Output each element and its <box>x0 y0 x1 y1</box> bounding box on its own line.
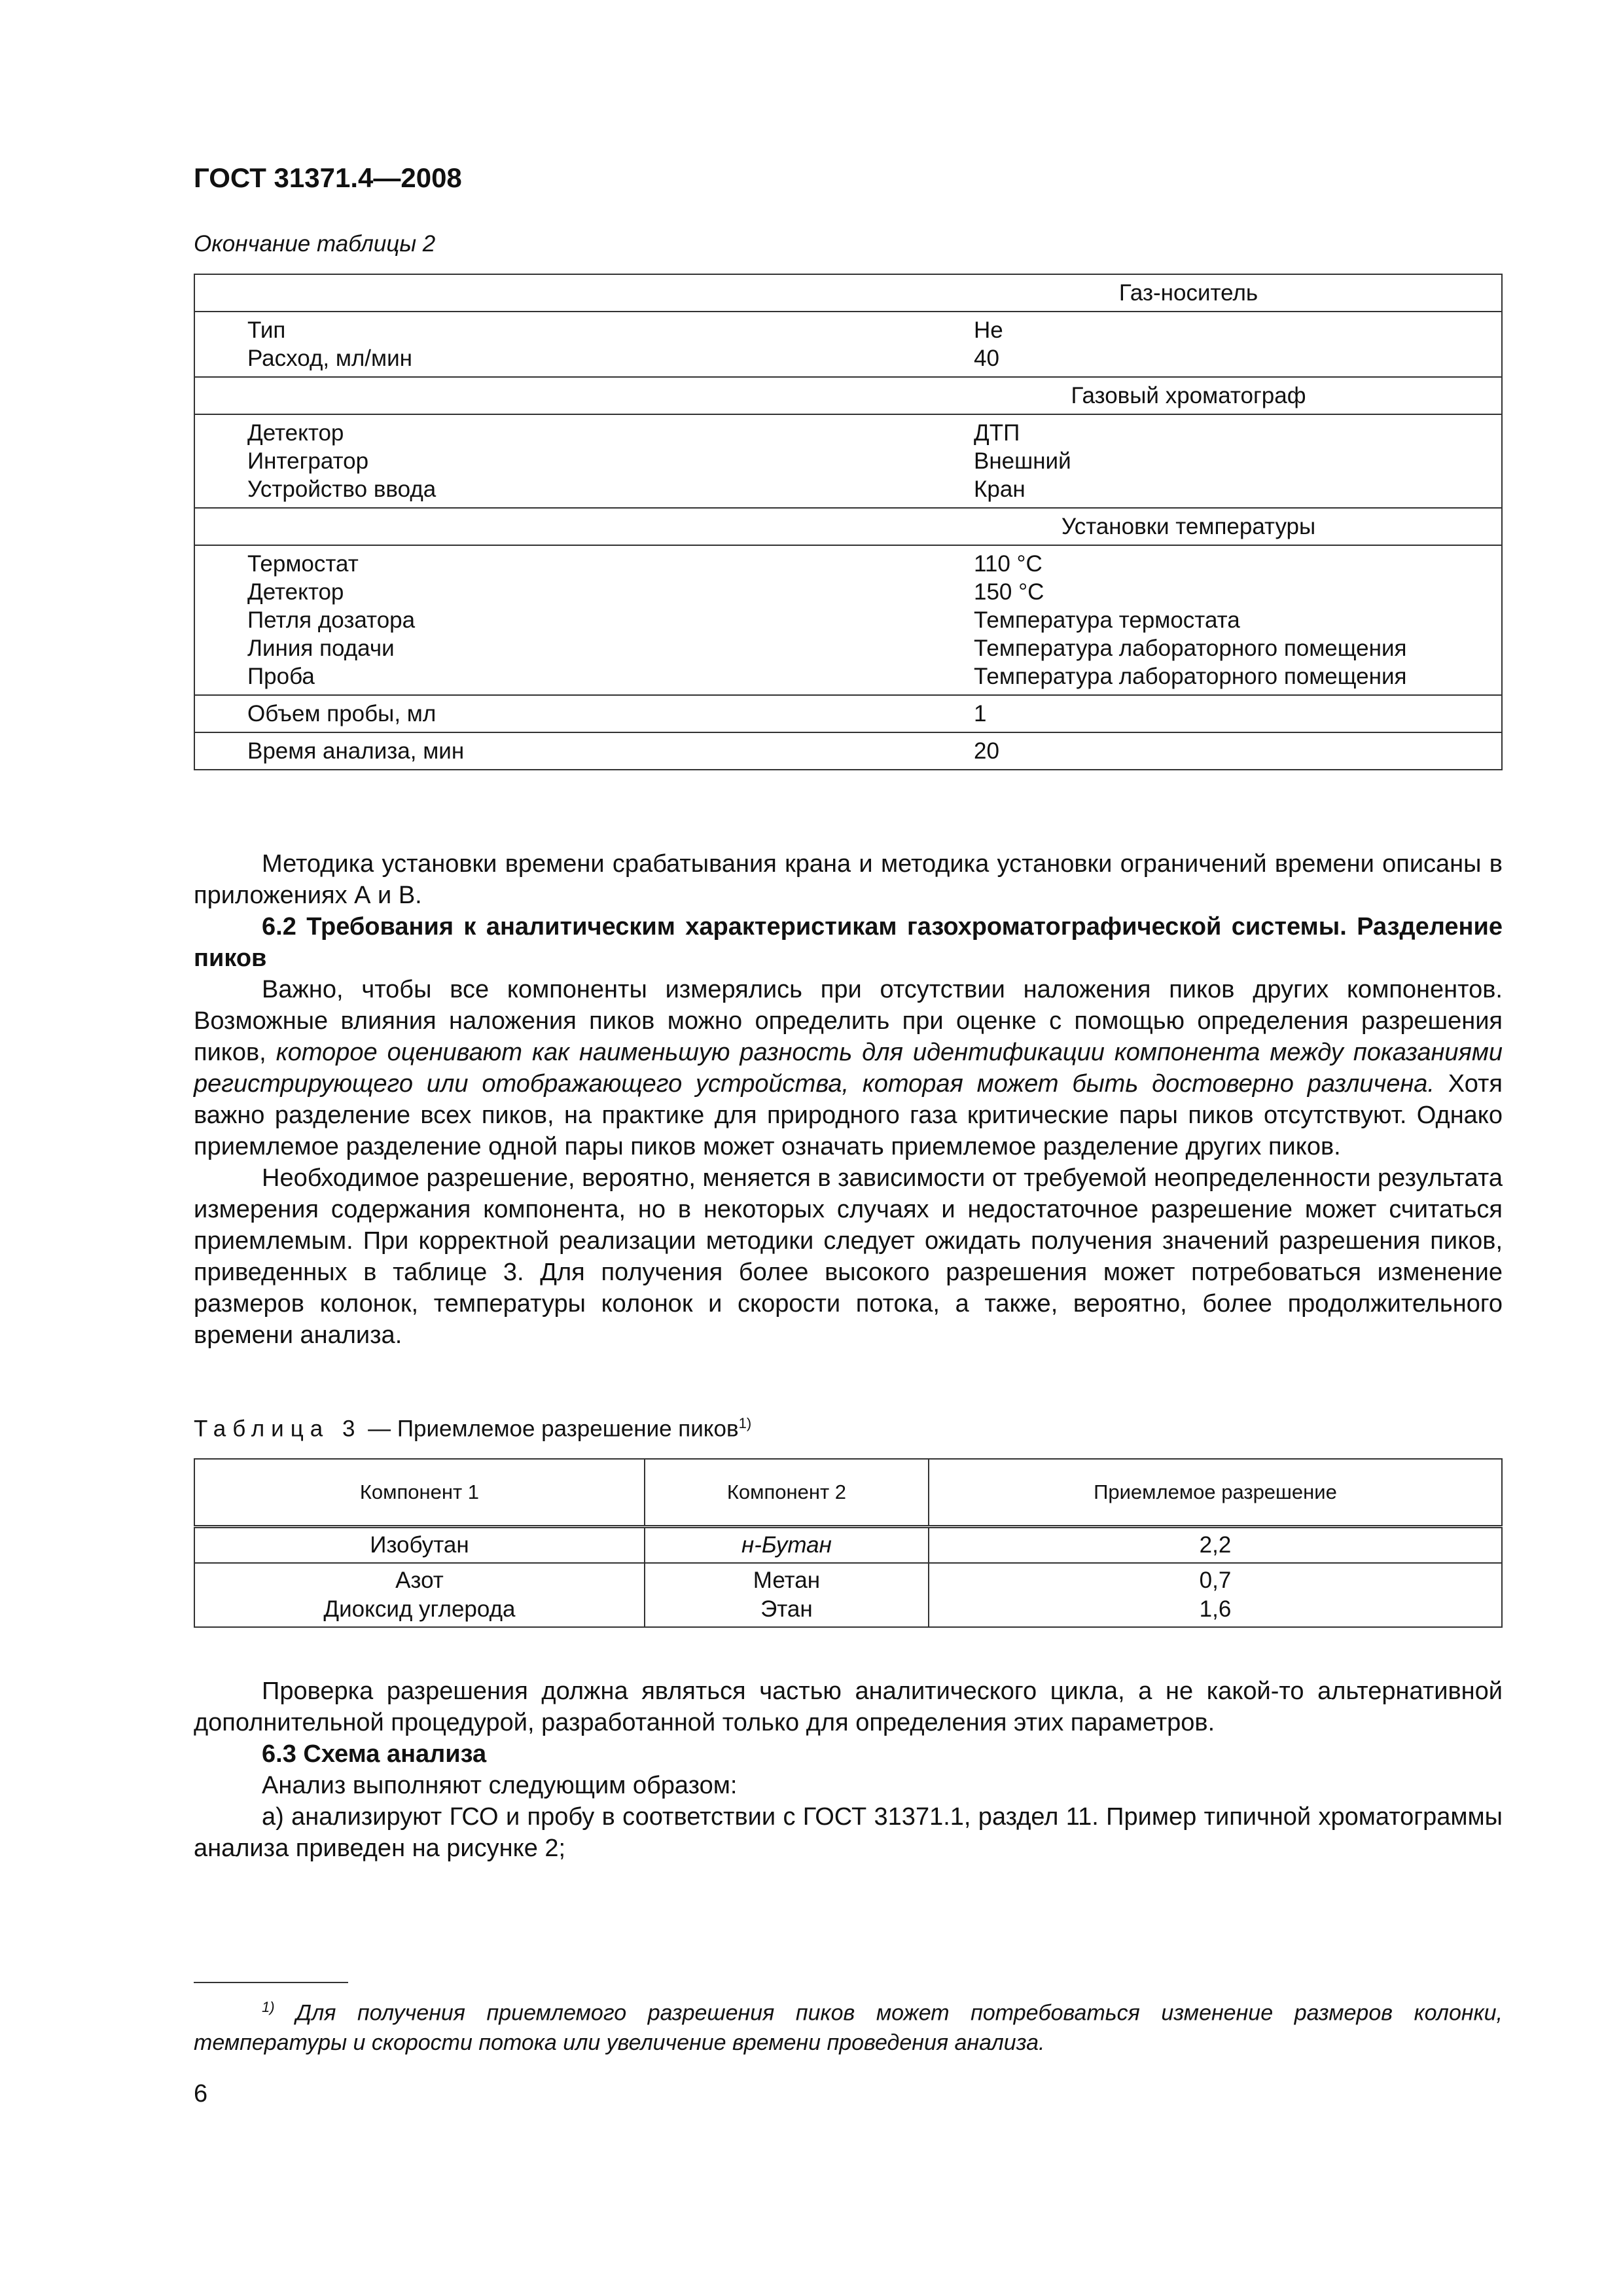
table3-row: Азот Диоксид углерода Метан Этан 0,7 1,6 <box>194 1563 1502 1627</box>
page-number: 6 <box>194 2080 208 2108</box>
paragraph: Методика установки времени срабатывания крана и методика установки ограничений времени описаны в приложениях А и В. <box>194 850 1503 909</box>
section-heading-6-3: 6.3 Схема анализа <box>262 1740 487 1768</box>
table2-label: Объем пробы, мл <box>194 695 974 732</box>
body-text-lower <box>194 1676 1503 1864</box>
body-text-upper <box>194 848 1503 1351</box>
paragraph: Необходимое разрешение, вероятно, меняется в зависимости от требуемой неопределенности результата измерения содержания компонента, но в некоторых случаях и недостаточное разрешение может считаться приемлемым. При корректной реализации методики следует ожидать получения значений разрешения пиков, приведенных в таблице 3. Для получения более высокого разрешения может потребоваться изменение размеров колонок, температуры колонок и скорости потока, а также, вероятно, более продолжительного времени анализа. <box>194 1164 1503 1349</box>
table2-label: Детектор <box>247 420 344 446</box>
table2-label: Проба <box>247 664 315 689</box>
table2-section-header: Газовый хроматограф <box>194 377 1502 414</box>
paragraph: а) анализируют ГСО и пробу в соответствии с ГОСТ 31371.1, раздел 11. Пример типичной хроматограммы анализа приведен на рисунке 2; <box>194 1803 1503 1862</box>
table2-section-rows <box>194 545 1502 695</box>
table2-label: Расход, мл/мин <box>247 346 412 371</box>
table2-label: Устройство ввода <box>247 476 437 502</box>
table2-value: Внешний <box>974 448 1071 474</box>
table3-header: Компонент 2 <box>645 1459 929 1527</box>
table2-value: Температура термостата <box>974 607 1240 633</box>
table2-label: Термостат <box>247 551 359 577</box>
table2-label: Время анализа, мин <box>194 732 974 770</box>
table2-value: He <box>974 317 1003 343</box>
table2-value: ДТП <box>974 420 1020 446</box>
table2-value: Кран <box>974 476 1026 502</box>
table2-value: 40 <box>974 346 999 371</box>
section-heading-6-2: 6.2 Требования к аналитическим характеристикам газохроматографической системы. Разделение пиков <box>194 913 1503 972</box>
paragraph: Анализ выполняют следующим образом: <box>262 1772 738 1799</box>
table2-section-header: Установки температуры <box>194 508 1502 545</box>
table2-value: 150 °С <box>974 579 1044 605</box>
paragraph: Важно, чтобы все компоненты измерялись при отсутствии наложения пиков других компонентов. Возможные влияния наложения пиков можно определить при оценке с помощью определения разрешения пиков, которое оценивают как наименьшую разность для идентификации компонента между показаниями регистрирующего или отображающего устройства, которая может быть достоверно различена. Хотя важно разделение всех пиков, на практике для природного газа критические пары пиков отсутствуют. Однако приемлемое разделение одной пары пиков может означать приемлемое разделение других пиков. <box>194 976 1503 1160</box>
table2-value: 20 <box>974 732 1502 770</box>
table2-caption: Окончание таблицы 2 <box>194 231 436 257</box>
table2-row <box>194 732 1502 770</box>
table3-header-row <box>194 1459 1502 1527</box>
footnote: $^{1)}$ Для получения приемлемого разрешения пиков может потребоваться изменение размеров колонки, температуры и скорости потока или увеличение времени проведения анализа. <box>194 1999 1503 2056</box>
table2-value: Температура лабораторного помещения <box>974 664 1407 689</box>
table3-row: Изобутан н-Бутан 2,2 <box>194 1527 1502 1564</box>
table2-row <box>194 695 1502 732</box>
table2-section-rows <box>194 414 1502 508</box>
table2-section-rows <box>194 312 1502 377</box>
table3-header: Приемлемое разрешение <box>929 1459 1502 1527</box>
paragraph: Проверка разрешения должна являться частью аналитического цикла, а не какой-то альтернативной дополнительной процедурой, разработанной только для определения этих параметров. <box>194 1677 1503 1736</box>
table2-label: Тип <box>247 317 286 343</box>
table3-caption: Таблица 3 — Приемлемое разрешение пиков$^{1)}$ <box>194 1415 752 1442</box>
table2-label: Детектор <box>247 579 344 605</box>
table2-value: Температура лабораторного помещения <box>974 636 1407 661</box>
table3 <box>194 1458 1503 1628</box>
table2-value: 110 °С <box>974 551 1043 577</box>
table2-value: 1 <box>974 695 1502 732</box>
footnote-divider <box>194 1982 348 1983</box>
table3-header: Компонент 1 <box>194 1459 645 1527</box>
table2-label: Петля дозатора <box>247 607 416 633</box>
table2-label: Линия подачи <box>247 636 395 661</box>
table2-section-header: Газ-носитель <box>194 274 1502 312</box>
table2-label: Интегратор <box>247 448 369 474</box>
document-header: ГОСТ 31371.4—2008 <box>194 162 462 193</box>
table2 <box>194 274 1503 770</box>
